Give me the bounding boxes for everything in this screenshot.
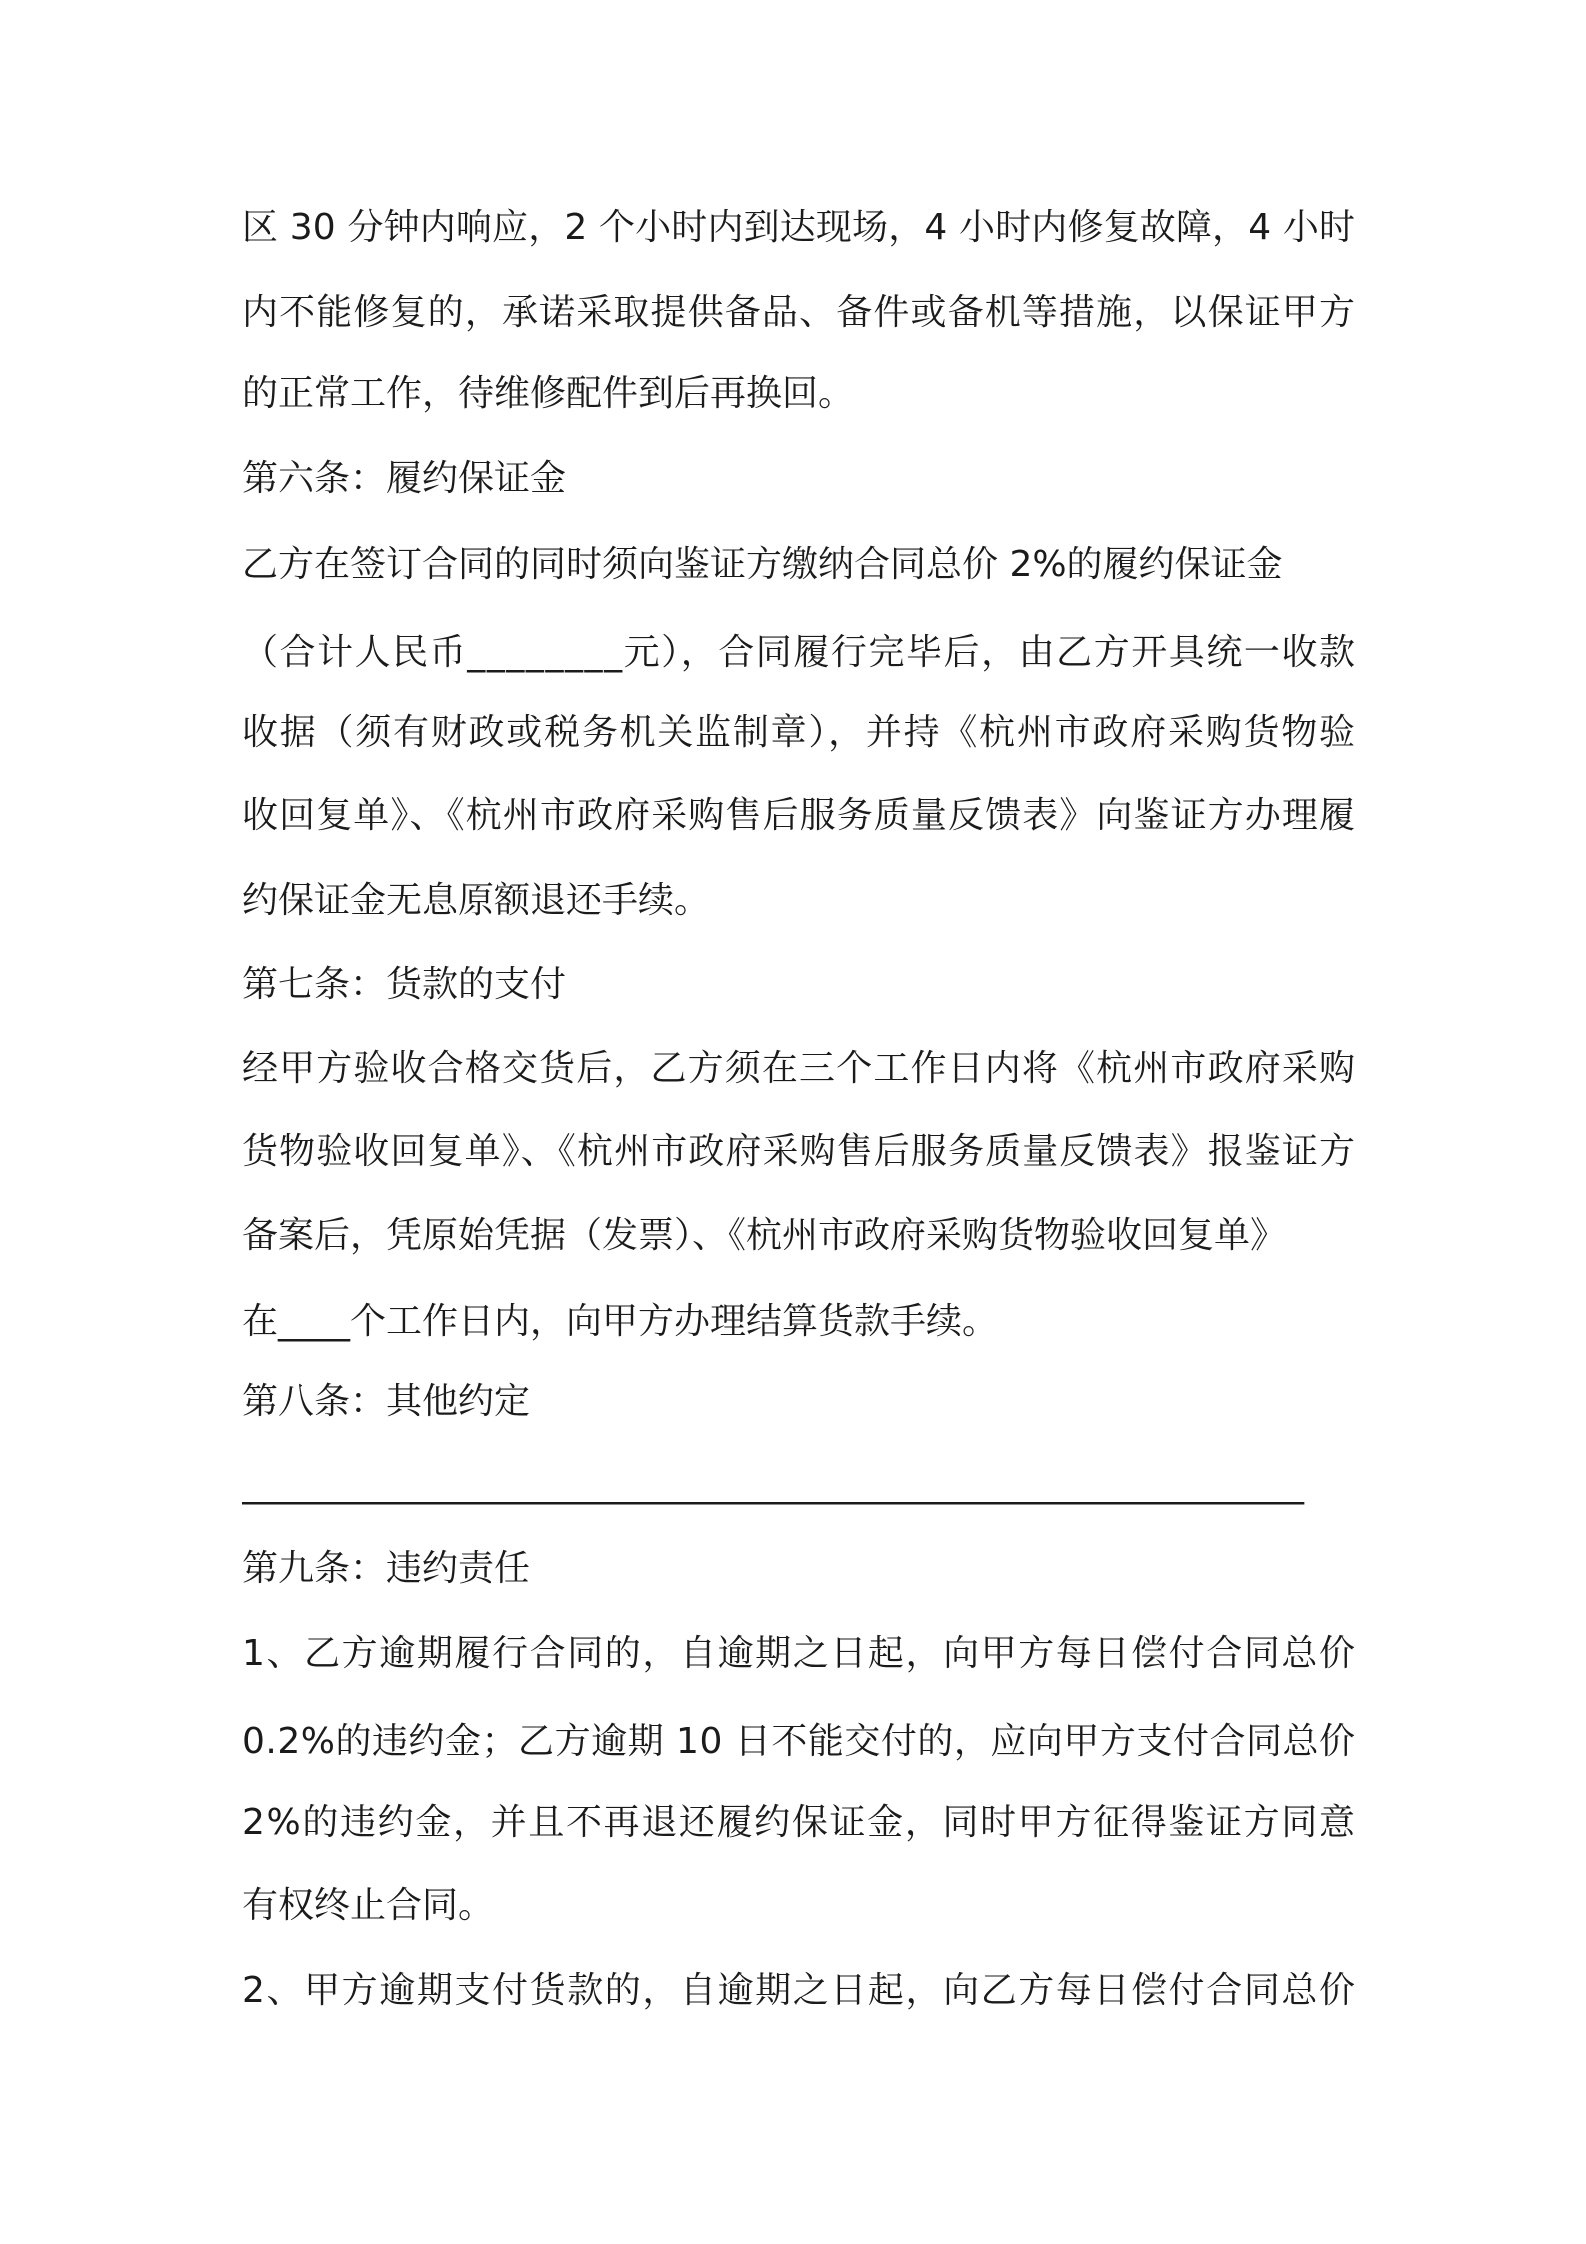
paragraph-line: 的正常工作，待维修配件到后再换回。 <box>242 373 855 414</box>
article-9-heading: 第九条：违约责任 <box>242 1548 531 1589</box>
article-7-heading: 第七条：货款的支付 <box>242 964 567 1005</box>
paragraph-line: 2、甲方逾期支付货款的，自逾期之日起，向乙方每日偿付合同总价 <box>242 1970 1357 2011</box>
fill-in-blank-line: ___________________________________________________________ <box>242 1464 1304 1505</box>
paragraph-line: 乙方在签订合同的同时须向鉴证方缴纳合同总价 2%的履约保证金 <box>242 544 1283 585</box>
paragraph-line: 约保证金无息原额退还手续。 <box>242 880 711 921</box>
article-6-heading: 第六条：履约保证金 <box>242 458 567 499</box>
paragraph-line: 1、乙方逾期履行合同的，自逾期之日起，向甲方每日偿付合同总价 <box>242 1633 1357 1674</box>
paragraph-line: 备案后，凭原始凭据（发票）、《杭州市政府采购货物验收回复单》 <box>242 1215 1287 1256</box>
paragraph-line: 区 30 分钟内响应，2 个小时内到达现场，4 小时内修复故障，4 小时 <box>242 207 1356 248</box>
paragraph-line: 收据（须有财政或税务机关监制章），并持《杭州市政府采购货物验 <box>242 712 1357 753</box>
paragraph-line: 货物验收回复单》、《杭州市政府采购售后服务质量反馈表》报鉴证方 <box>242 1131 1357 1172</box>
paragraph-line: 在____个工作日内，向甲方办理结算货款手续。 <box>242 1301 999 1342</box>
paragraph-line: 收回复单》、《杭州市政府采购售后服务质量反馈表》向鉴证方办理履 <box>242 795 1357 836</box>
paragraph-line: 0.2%的违约金；乙方逾期 10 日不能交付的，应向甲方支付合同总价 <box>242 1721 1356 1762</box>
paragraph-line: 经甲方验收合格交货后，乙方须在三个工作日内将《杭州市政府采购 <box>242 1048 1357 1089</box>
paragraph-line: （合计人民币________元），合同履行完毕后，由乙方开具统一收款 <box>242 632 1357 673</box>
paragraph-line: 2%的违约金，并且不再退还履约保证金，同时甲方征得鉴证方同意 <box>242 1802 1357 1843</box>
paragraph-line: 有权终止合同。 <box>242 1885 495 1926</box>
paragraph-line: 内不能修复的，承诺采取提供备品、备件或备机等措施，以保证甲方 <box>242 292 1357 333</box>
article-8-heading: 第八条：其他约定 <box>242 1381 531 1422</box>
